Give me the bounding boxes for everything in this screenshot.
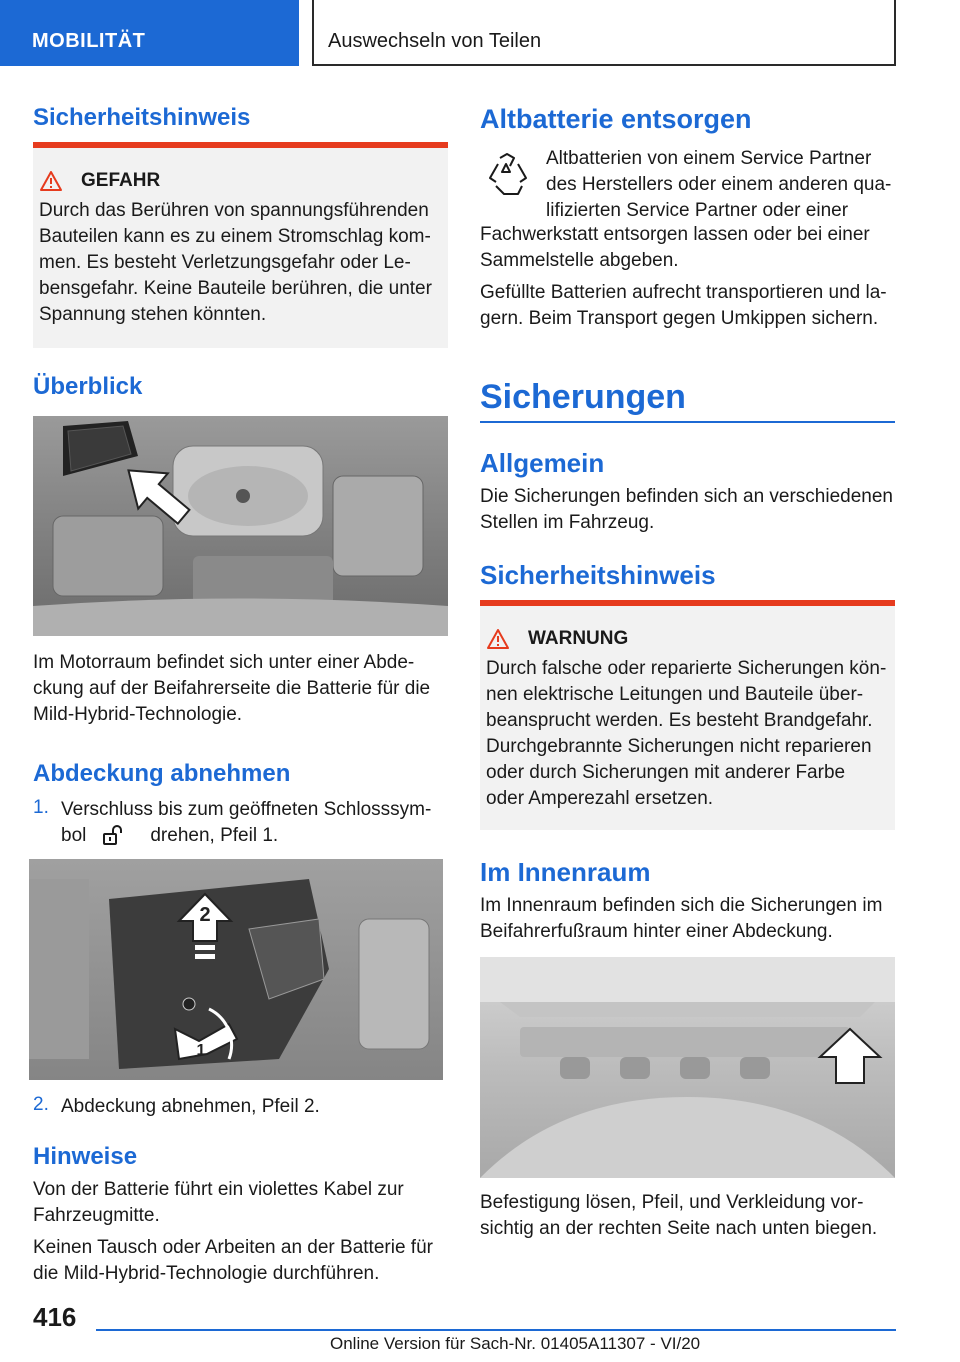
warning-triangle-icon (486, 628, 510, 650)
footer-text: Online Version für Sach-Nr. 01405A11307 - VI/20 (330, 1334, 701, 1353)
danger-line: Bauteilen kann es zu einem Stromschlag kom- (39, 226, 431, 247)
dispose-indented-text (546, 146, 896, 224)
step-2-number: 2. (33, 1094, 49, 1115)
image-caption (480, 1190, 895, 1242)
overview-line: Mild-Hybrid-Technologie. (33, 704, 243, 725)
danger-box (33, 142, 448, 348)
danger-line: Durch das Berühren von spannungsführenden (39, 200, 429, 221)
notes-line: die Mild-Hybrid-Technologie durchführen. (33, 1263, 380, 1284)
dispose-heading: Altbatterie entsorgen (480, 104, 752, 134)
unlocked-padlock-icon (98, 825, 138, 847)
overview-text (33, 650, 448, 728)
dispose-line: Altbatterien von einem Service Partner (546, 148, 872, 169)
section-tab: MOBILITÄT (0, 0, 299, 66)
overview-line: ckung auf der Beifahrerseite die Batterie für die (33, 678, 431, 699)
step-1-text-a: bol (61, 825, 87, 846)
general-heading: Allgemein (480, 448, 605, 478)
warning-box (480, 600, 895, 830)
step-1-text-b: drehen, Pfeil 1. (150, 825, 279, 846)
notes-line: Fahrzeugmitte. (33, 1205, 160, 1226)
dispose-line: Gefüllte Batterien aufrecht transportieren und la- (480, 282, 887, 303)
notes-heading: Hinweise (33, 1143, 138, 1170)
warning-line: oder durch Sicherungen mit anderer Farbe (486, 762, 846, 783)
warning-line: Durchgebrannte Sicherungen nicht reparieren (486, 736, 872, 757)
interior-line: Im Innenraum befinden sich die Sicherungen im (480, 895, 883, 916)
fuses-heading-rule (480, 421, 895, 423)
warning-title: WARNUNG (528, 628, 629, 649)
warning-triangle-icon (39, 170, 63, 192)
dispose-line: Fachwerkstatt entsorgen lassen oder bei einer (480, 224, 870, 245)
caption-line: Befestigung lösen, Pfeil, und Verkleidung vor- (480, 1192, 864, 1213)
general-text (480, 484, 895, 536)
danger-line: bensgefahr. Keine Bauteile berühren, die unter (39, 278, 432, 299)
warning-title-row (486, 628, 887, 650)
warning-line: nen elektrische Leitungen und Bauteile über- (486, 684, 864, 705)
danger-title-row (39, 170, 440, 192)
danger-line: men. Es besteht Verletzungsgefahr oder Le- (39, 252, 411, 273)
cover-removal-image (29, 859, 443, 1080)
interior-heading: Im Innenraum (480, 857, 651, 887)
notes-text (33, 1177, 448, 1287)
overview-line: Im Motorraum befindet sich unter einer Abde- (33, 652, 415, 673)
danger-line: Spannung stehen könnten. (39, 304, 267, 325)
step-1-line-2 (61, 823, 451, 849)
page-number: 416 (33, 1302, 77, 1332)
arrow-2-label: 2 (199, 904, 211, 926)
engine-bay-image (33, 416, 448, 636)
safety-heading-left: Sicherheitshinweis (33, 104, 251, 131)
dispose-line: gern. Beim Transport gegen Umkippen sichern. (480, 308, 879, 329)
notes-line: Von der Batterie führt ein violettes Kabel zur (33, 1179, 404, 1200)
warning-line: oder Amperezahl ersetzen. (486, 788, 714, 809)
caption-line: sichtig an der rechten Seite nach unten biegen. (480, 1218, 878, 1239)
fuses-heading: Sicherungen (480, 378, 686, 416)
general-line: Die Sicherungen befinden sich an verschiedenen (480, 486, 893, 507)
warning-line: beansprucht werden. Es besteht Brandgefahr. (486, 710, 873, 731)
danger-title: GEFAHR (81, 170, 161, 191)
safety-heading-right: Sicherheitshinweis (480, 560, 716, 590)
step-1-line-1: Verschluss bis zum geöffneten Schlosssym- (61, 799, 432, 820)
notes-line: Keinen Tausch oder Arbeiten an der Batterie für (33, 1237, 433, 1258)
recycling-icon (482, 150, 532, 200)
general-line: Stellen im Fahrzeug. (480, 512, 655, 533)
dispose-line: lifizierten Service Partner oder einer (546, 200, 849, 221)
overview-heading: Überblick (33, 373, 143, 400)
step-1-number: 1. (33, 797, 49, 818)
dispose-line: des Herstellers oder einem anderen qua- (546, 174, 892, 195)
dispose-full-text (480, 222, 895, 332)
footwell-image (480, 957, 895, 1178)
arrow-1-label: 1 (196, 1042, 206, 1059)
interior-line: Beifahrerfußraum hinter einer Abdeckung. (480, 921, 833, 942)
chapter-title: Auswechseln von Teilen (312, 0, 896, 66)
warning-line: Durch falsche oder reparierte Sicherungen kön- (486, 658, 887, 679)
footer-rule (96, 1329, 896, 1331)
dispose-line: Sammelstelle abgeben. (480, 250, 679, 271)
remove-cover-heading: Abdeckung abnehmen (33, 760, 291, 787)
interior-text (480, 893, 895, 945)
step-2-text: Abdeckung abnehmen, Pfeil 2. (61, 1096, 320, 1117)
